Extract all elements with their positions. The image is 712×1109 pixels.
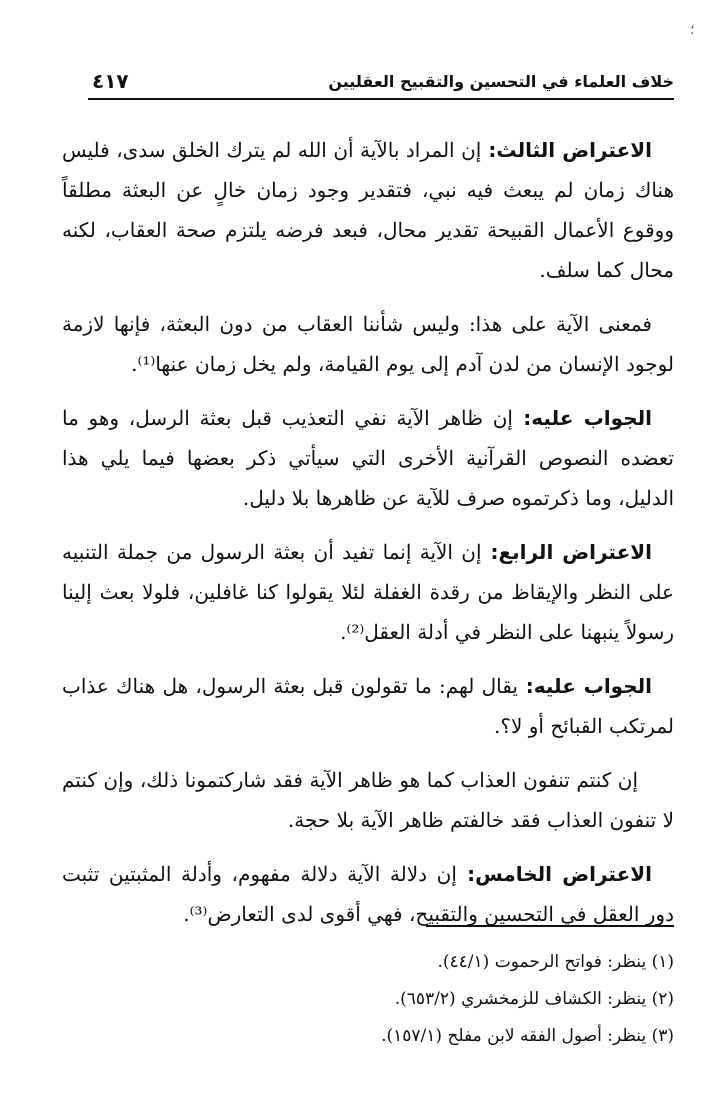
paragraph-objection-5 — [62, 854, 674, 934]
footnote-2: (٢) ينظر: الكشاف للزمخشري (٦٥٣/٢). — [394, 989, 674, 1009]
paragraph-lead: الاعتراض الثالث: — [481, 138, 653, 162]
paragraph-lead: الاعتراض الخامس: — [456, 862, 652, 886]
main-text — [62, 130, 674, 948]
paragraph-text: يقال لهم: ما تقولون قبل بعثة الرسول، هل هناك عذاب لمرتكب القبائح أو لا؟. — [62, 674, 674, 738]
paragraph-lead: الجواب عليه: — [512, 406, 652, 430]
footnote-3: (٣) ينظر: أصول الفقه لابن مفلح (١٥٧/١). — [381, 1026, 674, 1046]
paragraph-answer-4 — [62, 666, 674, 746]
paragraph-text: إن المراد بالآية أن الله لم يترك الخلق سدى، فليس هناك زمان لم يبعث فيه نبي، فتقدير وجود زمان خالٍ عن البعثة مطلقاً ووقوع الأعمال القبيحة تقدير محال، فبعد فرضه يلتزم صحة العقاب، لكنه محال كما سلف. — [62, 138, 674, 282]
paragraph-objection-4 — [62, 532, 674, 652]
footnote-1: (١) ينظر: فواتح الرحموت (٤٤/١). — [437, 952, 674, 972]
paragraph-objection-3 — [62, 130, 674, 290]
paragraph-text: إن الآية إنما تفيد أن بعثة الرسول من جملة التنبيه على النظر والإيقاظ من رقدة الغفلة لئلا يقولوا كنا غافلين، فلولا بعث إلينا رسولاً ينبهنا على النظر في أدلة العقل⁽²⁾. — [62, 540, 674, 644]
paragraph-text: إن ظاهر الآية نفي التعذيب قبل بعثة الرسل، وهو ما تعضده النصوص القرآنية الأخرى التي سيأتي ذكر بعضها فيما يلي هذا الدليل، وما ذكرتموه صرف للآية عن ظاهرها بلا دليل. — [62, 406, 674, 510]
corner-mark: ؛ — [690, 22, 695, 38]
page-number: ٤١٧ — [92, 69, 129, 93]
paragraph-answer-3 — [62, 398, 674, 518]
paragraph-text: إن دلالة الآية دلالة مفهوم، وأدلة المثبتين تثبت دور العقل في التحسين والتقبيح، فهي أقوى لدى التعارض⁽³⁾. — [62, 862, 674, 926]
paragraph-text: فمعنى الآية على هذا: وليس شأننا العقاب من دون البعثة، فإنها لازمة لوجود الإنسان من لدن آدم إلى يوم القيامة، ولم يخل زمان عنها⁽¹⁾. — [62, 312, 674, 376]
paragraph-meaning — [62, 304, 674, 384]
running-header — [88, 70, 674, 100]
running-title: خلاف العلماء في التحسين والتقبيح العقليين — [328, 72, 674, 91]
paragraph-text: إن كنتم تنفون العذاب كما هو ظاهر الآية فقد شاركتمونا ذلك، وإن كنتم لا تنفون العذاب فقد خالفتم ظاهر الآية بلا حجة. — [62, 768, 674, 832]
paragraph-lead: الجواب عليه: — [517, 674, 653, 698]
footnote-divider — [426, 925, 674, 927]
footnotes — [62, 944, 674, 1055]
paragraph-lead: الاعتراض الرابع: — [481, 540, 652, 564]
paragraph-answer-4-cont — [62, 760, 674, 840]
